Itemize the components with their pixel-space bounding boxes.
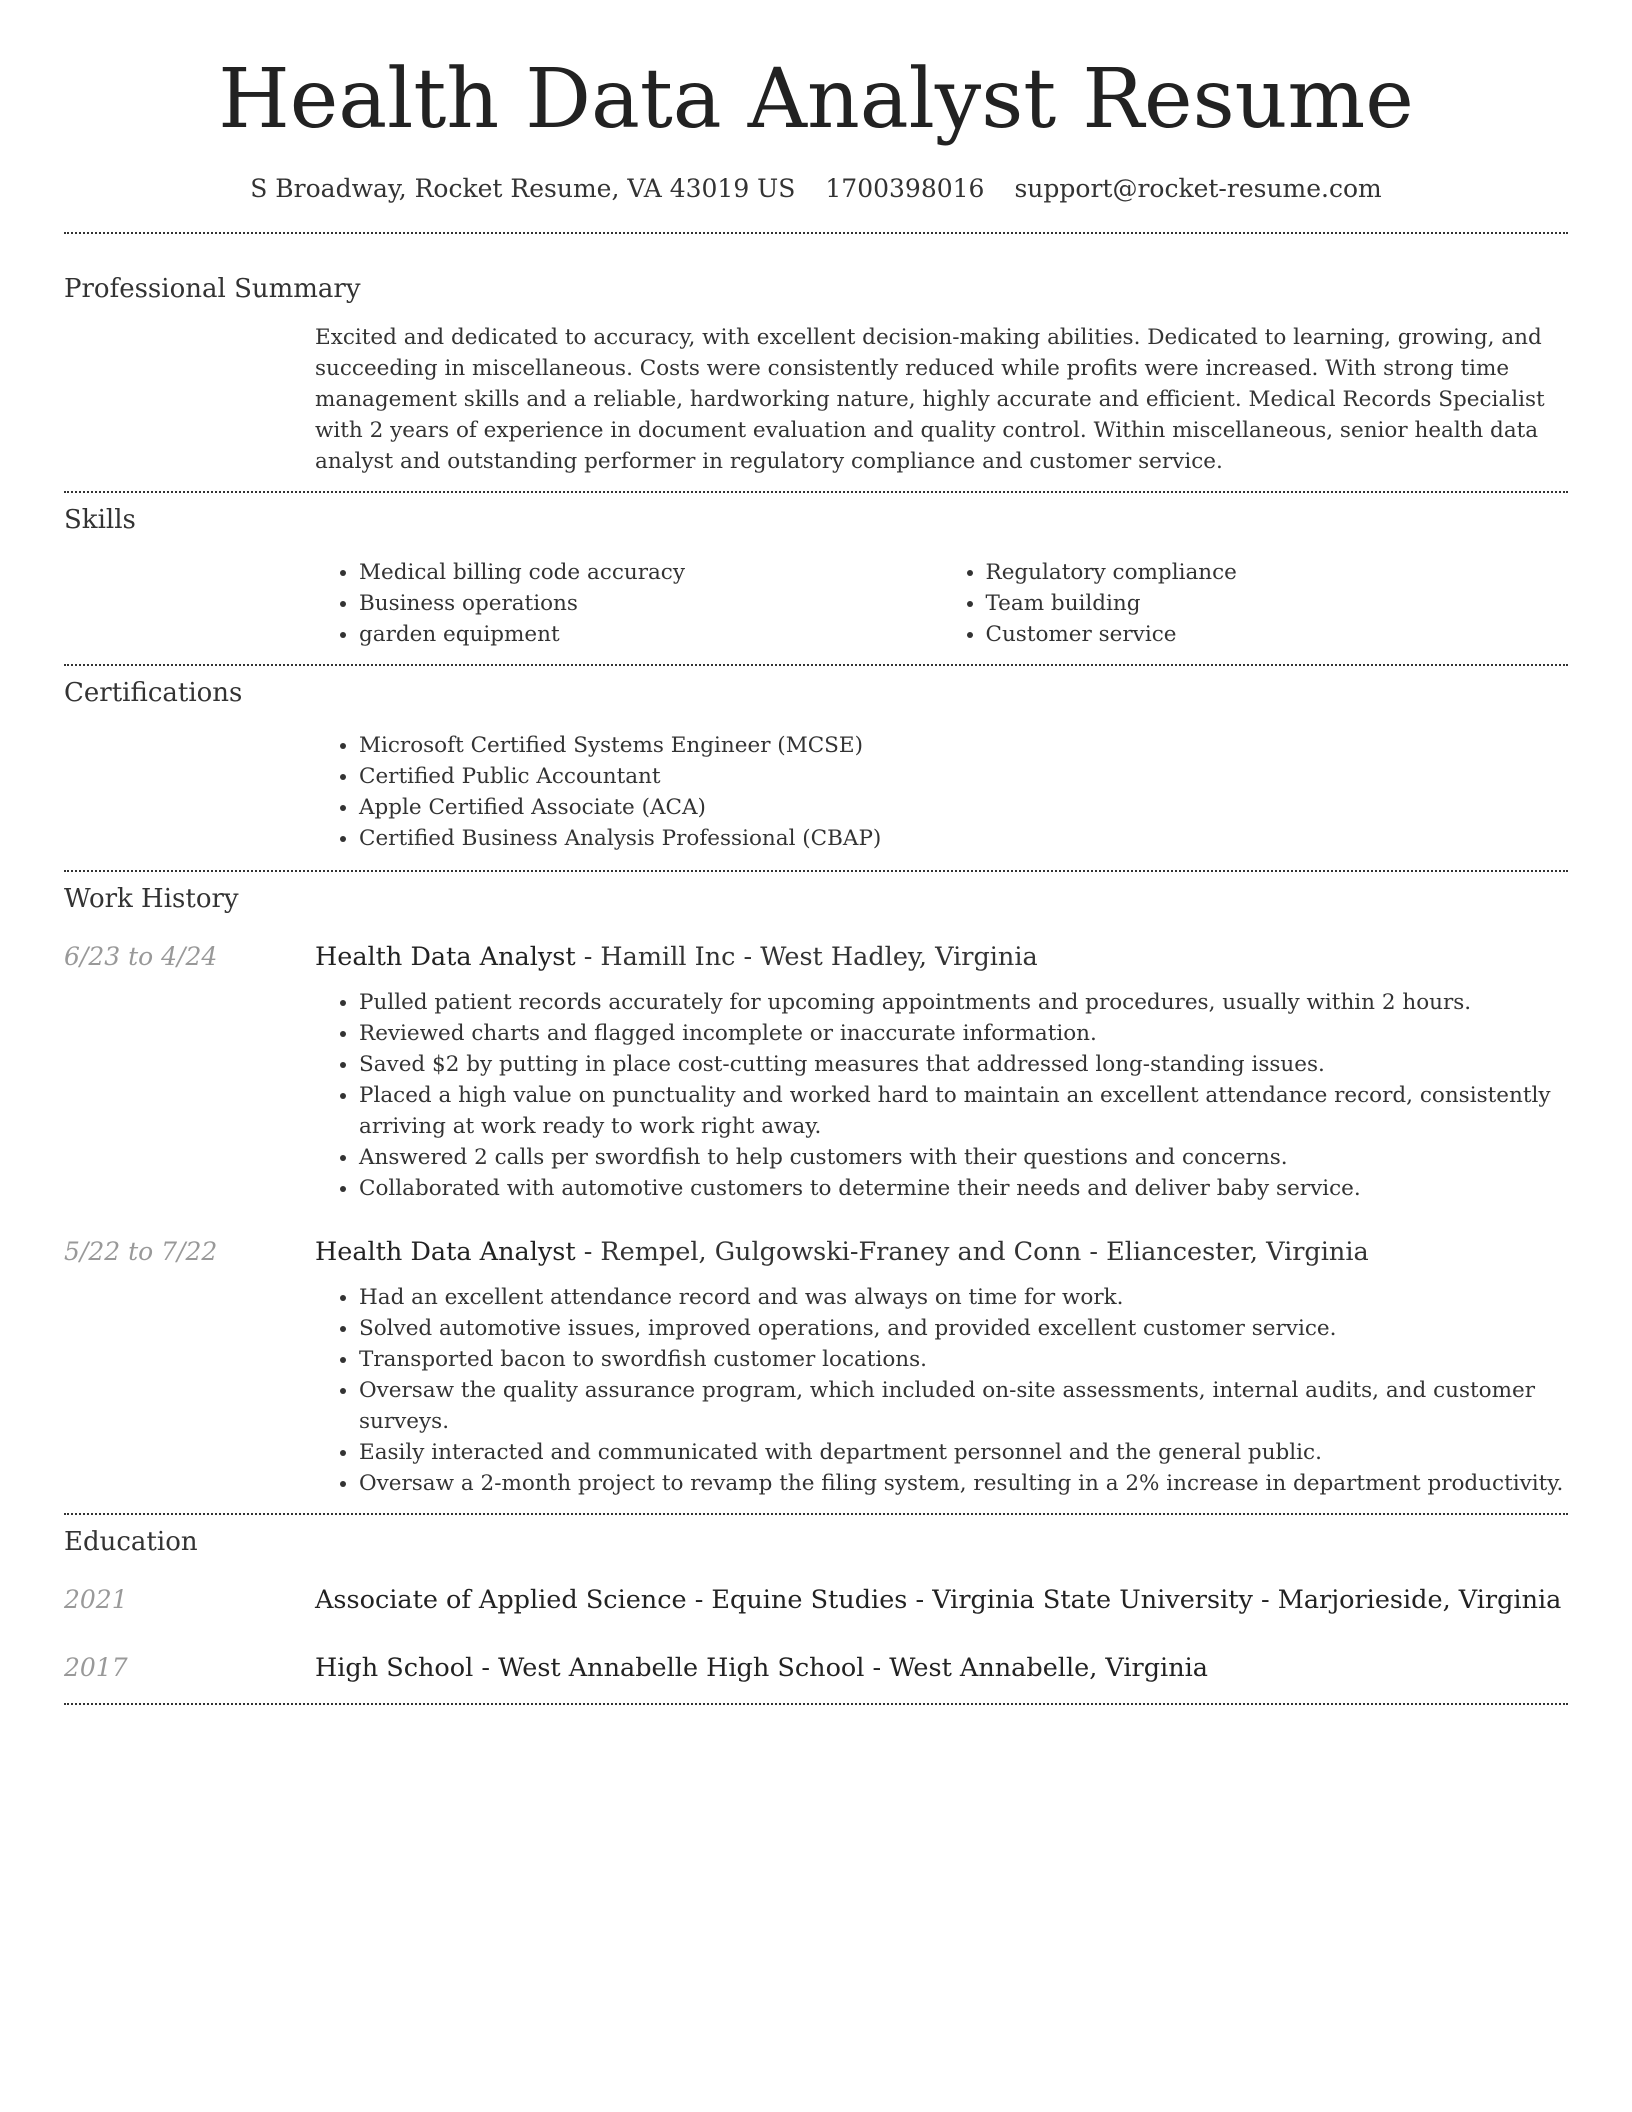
- certifications-list: [315, 730, 1568, 854]
- skill-item: • Business operations: [359, 588, 942, 619]
- divider: [64, 491, 1568, 493]
- education-details: Associate of Applied Science - Equine Studies - Virginia State University - Marjorieside, Virginia: [315, 1585, 1562, 1615]
- job-role: Health Data Analyst: [315, 942, 576, 972]
- education-year: 2017: [64, 1653, 128, 1682]
- divider: [64, 870, 1568, 872]
- certification-item: • Certified Public Accountant: [359, 761, 1568, 792]
- job-role: Health Data Analyst: [315, 1237, 576, 1267]
- resume-header: [0, 0, 1632, 206]
- job-entry: [64, 940, 1568, 1204]
- job-bullet: • Had an excellent attendance record and was always on time for work.: [359, 1282, 1568, 1313]
- education-heading: Education: [64, 1527, 198, 1557]
- skill-item: • Team building: [986, 588, 1569, 619]
- page-title: Health Data Analyst Resume: [218, 52, 1414, 147]
- job-bullet: • Answered 2 calls per swordfish to help customers with their questions and concerns.: [359, 1142, 1568, 1173]
- skills-heading: Skills: [64, 505, 136, 535]
- job-details: - Rempel, Gulgowski-Franey and Conn - Eliancester, Virginia: [575, 1237, 1369, 1267]
- skill-item: • garden equipment: [359, 619, 942, 650]
- certification-item: • Microsoft Certified Systems Engineer (MCSE): [359, 730, 1568, 761]
- job-title: [315, 1235, 1369, 1269]
- job-bullet: • Reviewed charts and flagged incomplete or inaccurate information.: [359, 1018, 1568, 1049]
- skill-item: • Customer service: [986, 619, 1569, 650]
- job-bullet: • Transported bacon to swordfish customer locations.: [359, 1344, 1568, 1375]
- job-bullet-list: [315, 1282, 1568, 1499]
- skills-column-right: [942, 557, 1569, 650]
- certifications-section: [64, 676, 1568, 854]
- contact-email[interactable]: support@rocket-resume.com: [1014, 174, 1382, 203]
- skill-item: • Medical billing code accuracy: [359, 557, 942, 588]
- job-dates: 5/22 to 7/22: [64, 1237, 218, 1266]
- summary-text: Excited and dedicated to accuracy, with excellent decision-making abilities. Dedicated to learning, growing, and succeeding in miscellaneous. Costs were consistently reduced while profits were increased. With strong time management skills and a reliable, hardworking nature, highly accurate and efficient. Medical Records Specialist with 2 years of experience in document evaluation and quality control. Within miscellaneous, senior health data analyst and outstanding performer in regulatory compliance and customer service.: [315, 325, 1545, 474]
- work-history-heading: Work History: [64, 884, 239, 914]
- job-title: [315, 940, 1038, 974]
- summary-heading: Professional Summary: [64, 274, 361, 304]
- summary-section: [64, 272, 1568, 477]
- skills-list: [315, 557, 1568, 650]
- job-bullets: [315, 1282, 1568, 1499]
- education-year: 2021: [64, 1585, 128, 1614]
- job-bullet: • Easily interacted and communicated with department personnel and the general public.: [359, 1437, 1568, 1468]
- education-entry: [64, 1651, 1568, 1685]
- divider: [64, 232, 1568, 234]
- job-bullet: • Solved automotive issues, improved operations, and provided excellent customer service.: [359, 1313, 1568, 1344]
- work-history-section: [64, 882, 1568, 1499]
- divider: [64, 1703, 1568, 1705]
- skills-section: [64, 503, 1568, 650]
- certifications-heading: Certifications: [64, 678, 243, 708]
- job-bullet: • Oversaw a 2-month project to revamp the filing system, resulting in a 2% increase in department productivity.: [359, 1468, 1568, 1499]
- job-header: [64, 940, 1568, 974]
- contact-line: [0, 172, 1632, 206]
- job-bullet: • Saved $2 by putting in place cost-cutting measures that addressed long-standing issues.: [359, 1049, 1568, 1080]
- job-bullet: • Pulled patient records accurately for upcoming appointments and procedures, usually within 2 hours.: [359, 987, 1568, 1018]
- job-bullet: • Placed a high value on punctuality and worked hard to maintain an excellent attendance record, consistently arriving at work ready to work right away.: [359, 1080, 1568, 1142]
- certifications-items: [315, 730, 1568, 854]
- education-details: High School - West Annabelle High School - West Annabelle, Virginia: [315, 1653, 1208, 1683]
- job-bullets: [315, 987, 1568, 1204]
- divider: [64, 1513, 1568, 1515]
- certification-item: • Apple Certified Associate (ACA): [359, 792, 1568, 823]
- job-bullet-list: [315, 987, 1568, 1204]
- education-entry: [64, 1583, 1568, 1617]
- job-header: [64, 1235, 1568, 1269]
- divider: [64, 664, 1568, 666]
- job-bullet: • Collaborated with automotive customers to determine their needs and deliver baby service.: [359, 1173, 1568, 1204]
- skills-column-left: [315, 557, 942, 650]
- skill-item: • Regulatory compliance: [986, 557, 1569, 588]
- certification-item: • Certified Business Analysis Professional (CBAP): [359, 823, 1568, 854]
- job-bullet: • Oversaw the quality assurance program, which included on-site assessments, internal audits, and customer surveys.: [359, 1375, 1568, 1437]
- job-details: - Hamill Inc - West Hadley, Virginia: [575, 942, 1038, 972]
- contact-address: S Broadway, Rocket Resume, VA 43019 US: [250, 174, 796, 203]
- job-dates: 6/23 to 4/24: [64, 942, 218, 971]
- job-entry: [64, 1235, 1568, 1499]
- education-section: [64, 1525, 1568, 1685]
- contact-phone: 1700398016: [825, 174, 985, 203]
